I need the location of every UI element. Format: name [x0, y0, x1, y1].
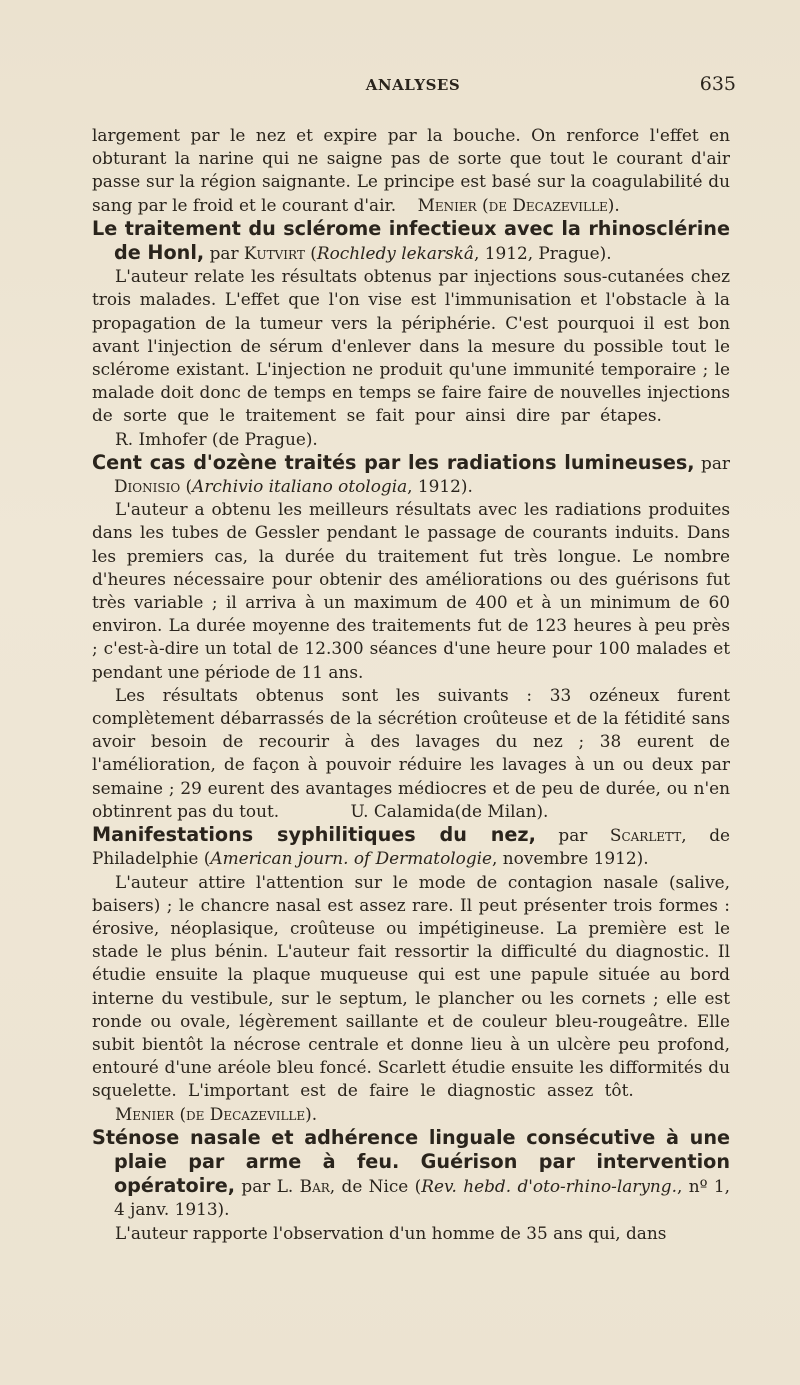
- running-title: ANALYSES: [365, 76, 461, 94]
- journal-name: Rochledy lekarskâ: [316, 243, 474, 264]
- article-title: Sténose nasale et adhérence linguale consécutive à une plaie par arme à feu. Guérison par intervention opératoire,: [92, 1125, 730, 1198]
- journal-name: Rev. hebd. d'oto-rhino-laryng.: [421, 1176, 677, 1197]
- article-heading: [92, 1126, 730, 1222]
- citation-rest: , 1912).: [407, 476, 473, 497]
- article-body: [92, 684, 730, 823]
- article-body: L'auteur rapporte l'observation d'un homme de 35 ans qui, dans: [115, 1222, 667, 1243]
- article-heading: [92, 823, 730, 870]
- article-heading: Cent cas d'ozène traités par les radiations lumineuses, par Dionisio (Archivio italiano otologia, 1912).: [92, 450, 731, 497]
- citation-place: , de Nice (: [329, 1176, 422, 1197]
- byline-text: par: [204, 243, 244, 264]
- byline-text: par: [535, 825, 610, 846]
- paragraph-text: Les résultats obtenus sont les suivants : 33 ozéneux furent complètement débarrassés de la sécrétion croûteuse et de la fétidité sans avoir besoin de recourir à des lavages du nez ; 38 eurent de l'amélioration, de façon à pouvoir réduire les lavages à un ou deux par semaine ; 29 eurent des avantages médiocres et de peu de durée, ou n'en obtinrent pas du tout.: [92, 684, 730, 821]
- author-name: Scarlett: [609, 825, 682, 846]
- article-heading: Le traitement du sclérome infectieux avec la rhinosclérine de Honl, par Kutvirt (Rochledy lekarskâ, 1912, Prague).: [92, 216, 730, 265]
- citation-rest: , novembre 1912).: [492, 848, 649, 869]
- article-title: Manifestations syphilitiques du nez,: [92, 823, 536, 847]
- article-body: [92, 871, 730, 1126]
- author-name: Kutvirt: [243, 243, 305, 264]
- journal-name: Archivio italiano otologia: [192, 476, 408, 497]
- paragraph-continued: [92, 124, 730, 217]
- byline-text: par L.: [235, 1176, 300, 1197]
- page-number: 635: [699, 73, 736, 95]
- signature: U. Calamida(de Milan).: [350, 800, 549, 821]
- citation-place: , de Philadelphie (: [92, 825, 730, 869]
- citation-rest: , nº 1, 4 janv. 1913).: [114, 1176, 731, 1220]
- signature: Menier (de Decazeville).: [417, 194, 620, 215]
- article-body: [92, 265, 730, 451]
- signature: Menier (de Decazeville).: [115, 1103, 318, 1124]
- author-name: Dionisio: [114, 476, 181, 497]
- article-body: L'auteur a obtenu les meilleurs résultats avec les radiations produites dans les tubes de Gessler pendant le passage de courants induits. Dans les premiers cas, la durée du traitement fut très longue. Le nombre d'heures nécessaire pour obtenir des améliorations ou des guérisons fut très variable ; il arriva à un maximum de 400 et à un minimum de 60 environ. La durée moyenne des traitements fut de 123 heures à peu près ; c'est-à-dire un total de 12.300 séances d'une heure pour 100 malades et pendant une période de 11 ans.: [92, 499, 730, 682]
- byline-text: par: [701, 452, 731, 473]
- paragraph-text: largement par le nez et expire par la bouche. On renforce l'effet en obturant la narine qui ne saigne pas de sorte que tout le courant d'air passe sur la région saignante. Le principe est basé sur la coagulabilité du sang par le froid et le courant d'air.: [92, 125, 730, 215]
- journal-name: American journ. of Dermatologie: [210, 848, 493, 869]
- article-title: Le traitement du sclérome infectieux avec la rhinosclérine de Honl,: [92, 216, 730, 265]
- page-body: [92, 124, 730, 1245]
- signature: R. Imhofer (de Prague).: [115, 428, 318, 449]
- article-title: Cent cas d'ozène traités par les radiations lumineuses,: [92, 450, 695, 474]
- author-name: Bar: [299, 1176, 330, 1197]
- paragraph-text: L'auteur relate les résultats obtenus par injections sous-cutanées chez trois malades. L'effet que l'on vise est l'immunisation et l'obstacle à la propagation de la tumeur vers la périphérie. C'est pourquoi il est bon avant l'injection de sérum d'enlever dans la mesure du possible tout le sclérome existant. L'injection ne produit qu'une immunité temporaire ; le malade doit donc de temps en temps se faire faire de nouvelles injections de sorte que le traitement se fait pour ainsi dire par étapes.: [92, 266, 730, 426]
- citation-rest: , 1912, Prague).: [473, 243, 612, 264]
- paragraph-text: L'auteur attire l'attention sur le mode de contagion nasale (salive, baisers) ; le chancre nasal est assez rare. Il peut présenter trois formes : érosive, néoplasique, croûteuse ou impétigineuse. La première est le stade le plus bénin. L'auteur fait ressortir la difficulté du diagnostic. Il étudie ensuite la plaque muqueuse qui est une papule située au bord interne du vestibule, sur le septum, le plancher ou les cornets ; elle est ronde ou ovale, légèrement saillante et de couleur bleu-rougeâtre. Elle subit bientôt la nécrose centrale et donne lieu à un ulcère peu profond, entouré d'une aréole bleu foncé. Scarlett étudie ensuite les difformités du squelette. L'important est de faire le diagnostic assez tôt.: [92, 871, 730, 1101]
- page-header: [90, 73, 736, 106]
